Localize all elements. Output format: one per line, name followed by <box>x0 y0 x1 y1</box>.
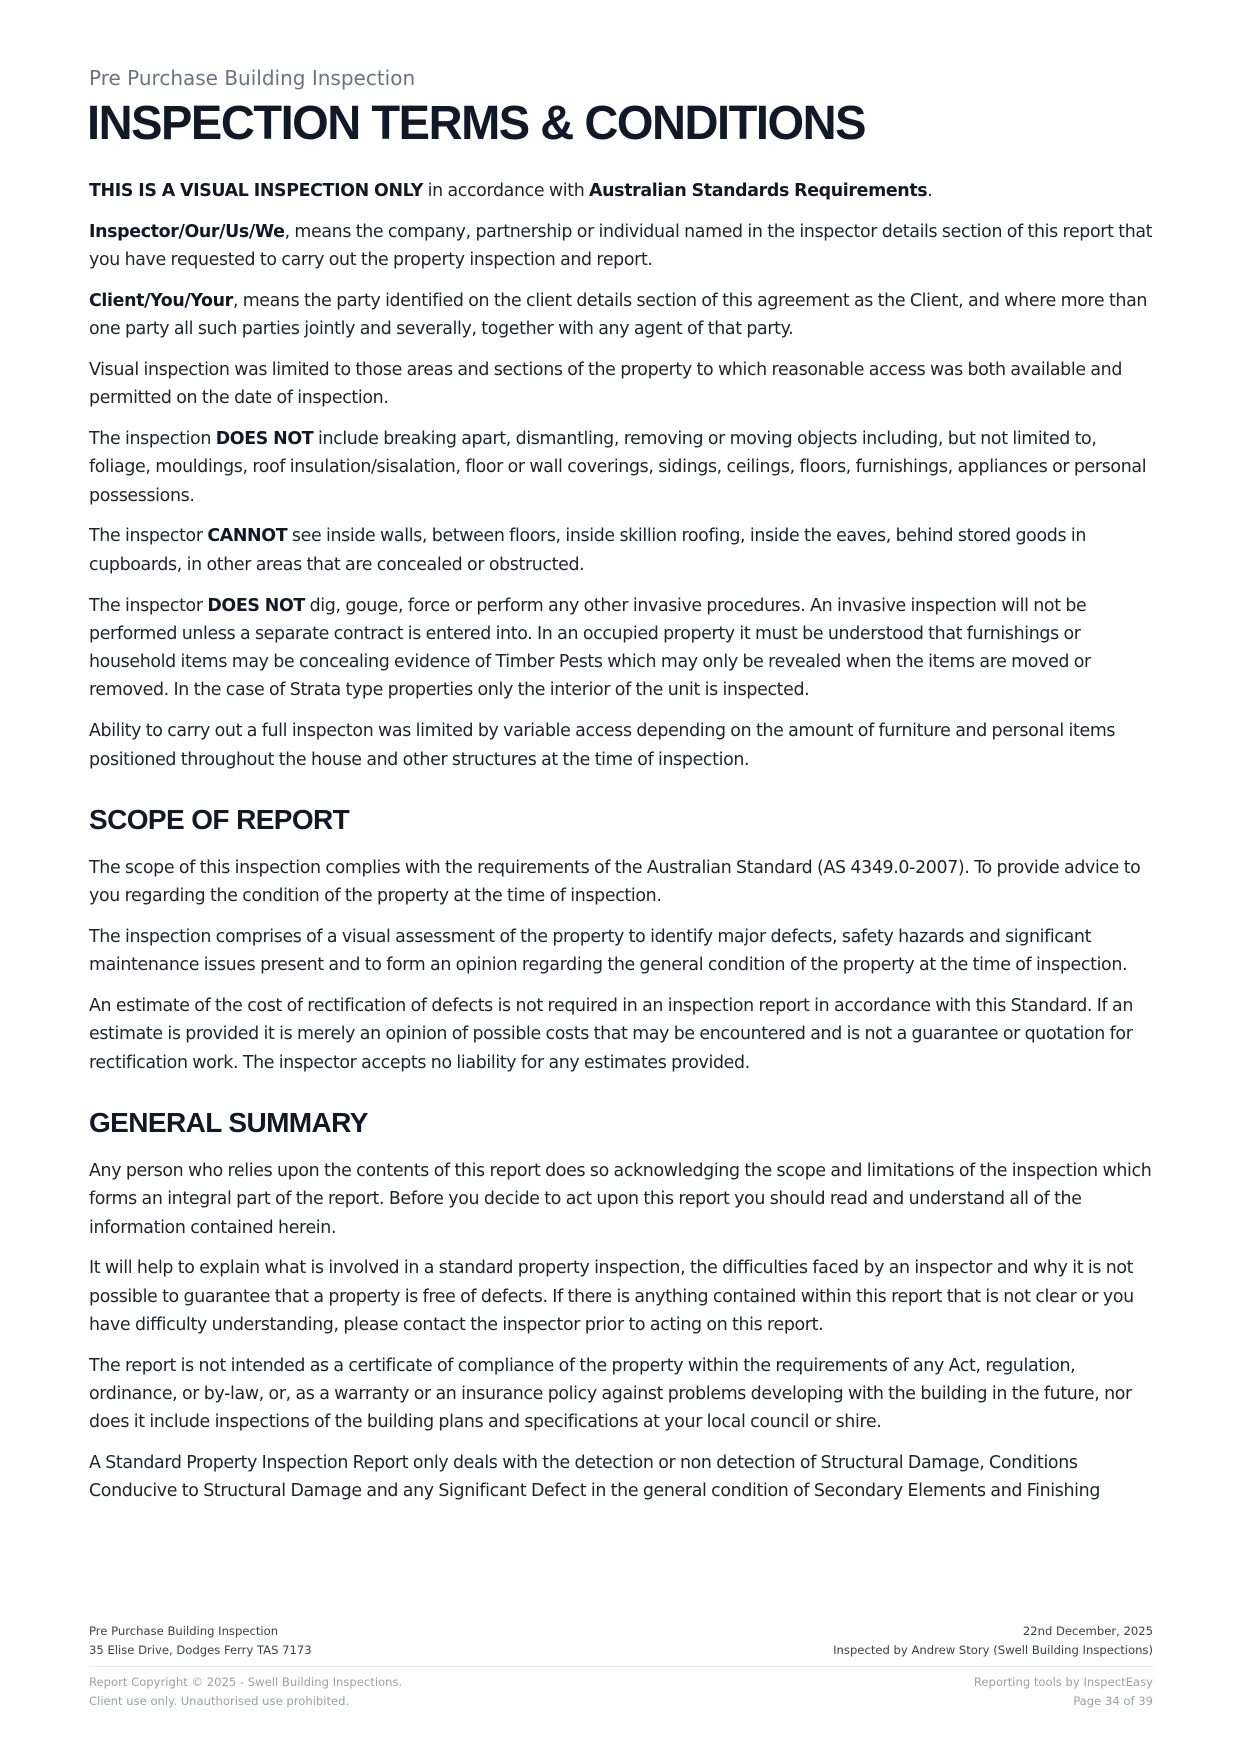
body-text: The inspection <box>89 429 216 450</box>
page-title: INSPECTION TERMS & CONDITIONS <box>87 97 865 150</box>
emphasis-text: Inspector/Our/Us/We <box>89 221 285 242</box>
footer-date: 22nd December, 2025 <box>1022 1624 1153 1638</box>
body-text: Visual inspection was limited to those areas and sections of the property to which reasonable access was both available and permitted on the date of inspection. <box>89 359 1123 409</box>
intro-paragraph <box>89 592 1159 705</box>
footer-left-info <box>89 1622 312 1660</box>
body-text: dig, gouge, force or perform any other invasive procedures. An invasive inspection will not be performed unless a separate contract is entered into. In an occupied property it must be understood that furnishings or household items may be concealing evidence of Timber Pests which may only be revealed when the items are moved or removed. In the case of Strata type properties only the interior of the unit is inspected. <box>89 595 1091 701</box>
footer-inspector: Inspected by Andrew Story (Swell Building Inspections) <box>833 1643 1153 1657</box>
report-subtitle: Pre Purchase Building Inspection <box>89 66 416 90</box>
scope-paragraph: An estimate of the cost of rectification of defects is not required in an inspection report in accordance with this Standard. If an estimate is provided it is merely an opinion of possible costs that may be encountered and is not a guarantee or quotation for rectification work. The inspector accepts no liability for any estimates provided. <box>89 996 1133 1073</box>
emphasis-text: DOES NOT <box>215 429 314 450</box>
footer-right-info <box>833 1622 1153 1660</box>
footer-report-type: Pre Purchase Building Inspection <box>89 1624 279 1638</box>
intro-paragraph <box>89 177 1159 205</box>
intro-paragraph <box>89 425 1159 510</box>
body-text: The inspector <box>89 595 208 616</box>
body-text: , means the company, partnership or individual named in the inspector details section of this report that you have requested to carry out the property inspection and report. <box>89 221 1153 271</box>
footer-report-info <box>89 1622 1153 1667</box>
body-text: . <box>927 181 933 201</box>
footer-usage-notice: Client use only. Unauthorised use prohibited. <box>89 1694 350 1708</box>
intro-paragraph <box>89 218 1159 275</box>
body-text: Ability to carry out a full inspecton was limited by variable access depending on the amount of furniture and personal items positioned throughout the house and other structures at the time of inspection. <box>89 721 1116 770</box>
emphasis-text: Client/You/Your <box>89 290 233 311</box>
intro-paragraph <box>89 522 1159 579</box>
summary-paragraph: Any person who relies upon the contents of this report does so acknowledging the scope and limitations of the inspection which forms an integral part of the report. Before you decide to act upon this report you should read and understand all of the information contained herein. <box>89 1160 1152 1238</box>
body-text: The inspector <box>89 526 208 547</box>
summary-paragraph: A Standard Property Inspection Report only deals with the detection or non detection of Structural Damage, Conditions Conducive to Structural Damage and any Significant Defect in the general condition of Secondary Elements and Finishing <box>89 1453 1101 1502</box>
summary-paragraph: It will help to explain what is involved in a standard property inspection, the difficulties faced by an inspector and why it is not possible to guarantee that a property is free of defects. If there is anything contained within this report that is not clear or you have difficulty understanding, please contact the inspector prior to acting on this report. <box>89 1258 1134 1335</box>
page-footer <box>89 1622 1153 1711</box>
emphasis-text: CANNOT <box>207 526 288 547</box>
body-text: include breaking apart, dismantling, removing or moving objects including, but not limited to, foliage, mouldings, roof insulation/sisalation, floor or wall coverings, sidings, ceilings, floors, furnishings, appliances or personal possessions. <box>89 429 1147 506</box>
footer-address: 35 Elise Drive, Dodges Ferry TAS 7173 <box>89 1643 312 1657</box>
emphasis-text: Australian Standards Requirements <box>589 181 928 201</box>
terms-content <box>89 177 1159 1518</box>
emphasis-text: THIS IS A VISUAL INSPECTION ONLY <box>89 181 423 201</box>
scope-paragraphs <box>89 854 1159 1077</box>
intro-paragraphs <box>89 177 1159 774</box>
section-heading-general-summary: GENERAL SUMMARY <box>89 1106 368 1138</box>
summary-paragraphs <box>89 1157 1159 1506</box>
emphasis-text: DOES NOT <box>207 595 305 616</box>
summary-paragraph: The report is not intended as a certificate of compliance of the property within the requirements of any Act, regulation, ordinance, or by-law, or, as a warranty or an insurance policy against problems developing with the building in the future, nor does it include inspections of the building plans and specifications at your local council or shire. <box>89 1355 1132 1433</box>
body-text: in accordance with <box>422 181 590 201</box>
footer-legal <box>89 1667 1153 1711</box>
footer-copyright: Report Copyright © 2025 - Swell Building Inspections. <box>89 1675 403 1689</box>
section-heading-scope: SCOPE OF REPORT <box>89 803 350 835</box>
body-text: , means the party identified on the client details section of this agreement as the Client, and where more than one party all such parties jointly and severally, together with any agent of that party. <box>89 290 1148 340</box>
body-text: see inside walls, between floors, inside skillion roofing, inside the eaves, behind stored goods in cupboards, in other areas that are concealed or obstructed. <box>89 526 1086 575</box>
intro-paragraph <box>89 356 1159 413</box>
footer-legal-left <box>89 1673 402 1711</box>
footer-legal-right <box>974 1673 1153 1711</box>
scope-paragraph: The scope of this inspection complies with the requirements of the Australian Standard (AS 4349.0-2007). To provide advice to you regarding the condition of the property at the time of inspection. <box>89 857 1141 907</box>
page-number: Page 34 of 39 <box>1073 1694 1153 1708</box>
intro-paragraph <box>89 287 1159 344</box>
intro-paragraph <box>89 717 1159 774</box>
scope-paragraph: The inspection comprises of a visual assessment of the property to identify major defects, safety hazards and significant maintenance issues present and to form an opinion regarding the general condition of the property at the time of inspection. <box>89 926 1128 976</box>
footer-tools-credit: Reporting tools by InspectEasy <box>973 1675 1153 1689</box>
